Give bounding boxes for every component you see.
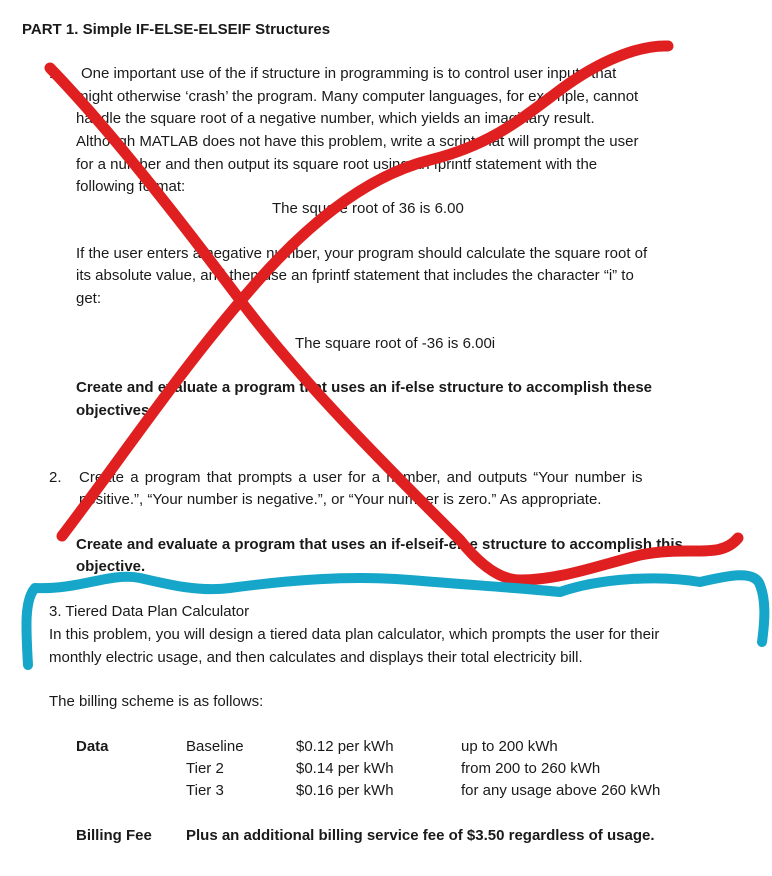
tier-range: from 200 to 260 kWh (461, 760, 601, 777)
problem-1-example-2: The square root of -36 is 6.00i (295, 335, 496, 352)
tier-rate: $0.14 per kWh (296, 760, 394, 777)
billing-fee-text: Plus an additional billing service fee of $3.50 regardless of usage. (186, 827, 655, 844)
billing-intro: The billing scheme is as follows: (49, 693, 264, 710)
tier-range: up to 200 kWh (461, 738, 558, 755)
tier-name: Tier 2 (186, 760, 224, 777)
problem-2-line: Create a program that prompts a user for a number, and outputs “Your number is (79, 469, 643, 486)
problem-1-line: One important use of the if structure in programming is to control user inputs that (81, 65, 617, 82)
problem-2-task: objective. (76, 558, 146, 575)
problem-1-line: handle the square root of a negative number, which yields an imaginary result. (76, 110, 595, 127)
tier-rate: $0.16 per kWh (296, 782, 394, 799)
problem-1-para2-line: its absolute value, and then use an fprintf statement that includes the character “i” to (76, 267, 634, 284)
problem-1-line: following format: (76, 178, 186, 195)
problem-1-line: for a number and then output its square root using an fprintf statement with the (76, 156, 598, 173)
page-heading: PART 1. Simple IF-ELSE-ELSEIF Structures (22, 21, 331, 38)
problem-1-para2-line: get: (76, 290, 102, 307)
tier-name: Baseline (186, 738, 244, 755)
problem-2-task: Create and evaluate a program that uses an if-elseif-else structure to accomplish this (76, 536, 683, 553)
problem-3-line: monthly electric usage, and then calculates and displays their total electricity bill. (49, 649, 583, 666)
problem-2-line: positive.”, “Your number is negative.”, or “Your number is zero.” As appropriate. (79, 491, 602, 508)
tier-range: for any usage above 260 kWh (461, 782, 661, 799)
problem-3-title: 3. Tiered Data Plan Calculator (49, 603, 250, 620)
billing-fee-label: Billing Fee (76, 827, 152, 844)
tier-name: Tier 3 (186, 782, 224, 799)
problem-1-task: Create and evaluate a program that uses an if-else structure to accomplish these (76, 379, 653, 396)
problem-3-line: In this problem, you will design a tiered data plan calculator, which prompts the user for their (49, 626, 660, 643)
problem-1-line: Although MATLAB does not have this problem, write a script that will prompt the user (76, 133, 639, 150)
problem-2-number: 2. (49, 469, 62, 486)
data-label: Data (76, 738, 109, 755)
problem-1-para2-line: If the user enters a negative number, your program should calculate the square root of (76, 245, 648, 262)
tier-rate: $0.12 per kWh (296, 738, 394, 755)
problem-1-number: 1. (49, 65, 62, 82)
problem-1-line: might otherwise ‘crash’ the program. Many computer languages, for example, cannot (76, 88, 639, 105)
problem-1-example-1: The square root of 36 is 6.00 (272, 200, 464, 217)
problem-1-task: objectives. (76, 402, 154, 419)
